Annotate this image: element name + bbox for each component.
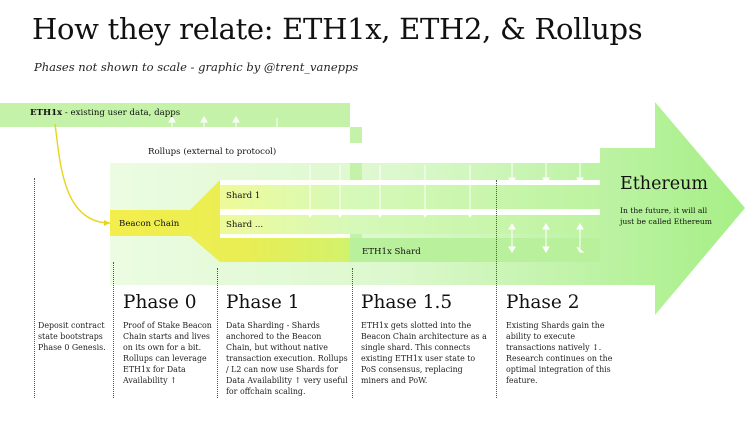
phase-0-description: Proof of Stake Beacon Chain starts and lives on its own for a bit. Rollups can leverage ETH1x for Data Availability ↑: [123, 321, 212, 385]
page-subtitle: Phases not shown to scale - graphic by @trent_vanepps: [34, 60, 359, 74]
phase-2-description: Existing Shards gain the ability to execute transactions natively ↕. Research continues on the optimal integration of this feature.: [506, 321, 613, 385]
shard-separator-mid: [220, 209, 600, 215]
eth1x-label: [30, 108, 180, 118]
shard-more-track: [220, 215, 600, 234]
shard-1-track: [220, 185, 600, 209]
shard-separator-low: [220, 234, 350, 238]
genesis-divider: [34, 178, 35, 398]
phase-2-title: Phase 2: [506, 292, 580, 313]
eth1x-label-rest: - existing user data, dapps: [62, 108, 181, 118]
shard-more-label: Shard ...: [226, 220, 264, 230]
ethereum-title: Ethereum: [620, 174, 709, 194]
ethereum-description: In the future, it will all just be called Ethereum: [620, 206, 712, 226]
phase0-divider: [113, 262, 114, 398]
page-title: How they relate: ETH1x, ETH2, & Rollups: [32, 12, 643, 46]
phase-15-title: Phase 1.5: [361, 292, 453, 313]
phase15-divider: [352, 268, 353, 398]
eth1x-label-bold: ETH1x: [30, 108, 63, 118]
phase2-divider: [496, 180, 497, 398]
phase-1-title: Phase 1: [226, 292, 300, 313]
genesis-note: Deposit contract state bootstraps Phase 0 Genesis.: [38, 321, 106, 352]
phase-1-description: Data Sharding - Shards anchored to the Beacon Chain, but without native transaction execution. Rollups / L2 can now use Shards for Data Availability ↑ very useful for offchain scaling.: [226, 321, 348, 396]
phase1-divider: [217, 268, 218, 398]
genesis-curve: [55, 124, 110, 223]
rollups-label: Rollups (external to protocol): [148, 147, 277, 157]
beacon-chain-label: Beacon Chain: [119, 219, 180, 229]
rollups-track: [40, 143, 600, 163]
phase-15-description: ETH1x gets slotted into the Beacon Chain architecture as a single shard. This connects existing ETH1x user state to PoS consensus, replacing miners and PoW.: [361, 321, 487, 385]
genesis-curve-arrowhead: [104, 220, 110, 226]
shard-separator-top: [220, 180, 600, 185]
shard-1-label: Shard 1: [226, 191, 261, 201]
eth1x-shard-label: ETH1x Shard: [362, 247, 421, 257]
phase-0-title: Phase 0: [123, 292, 197, 313]
